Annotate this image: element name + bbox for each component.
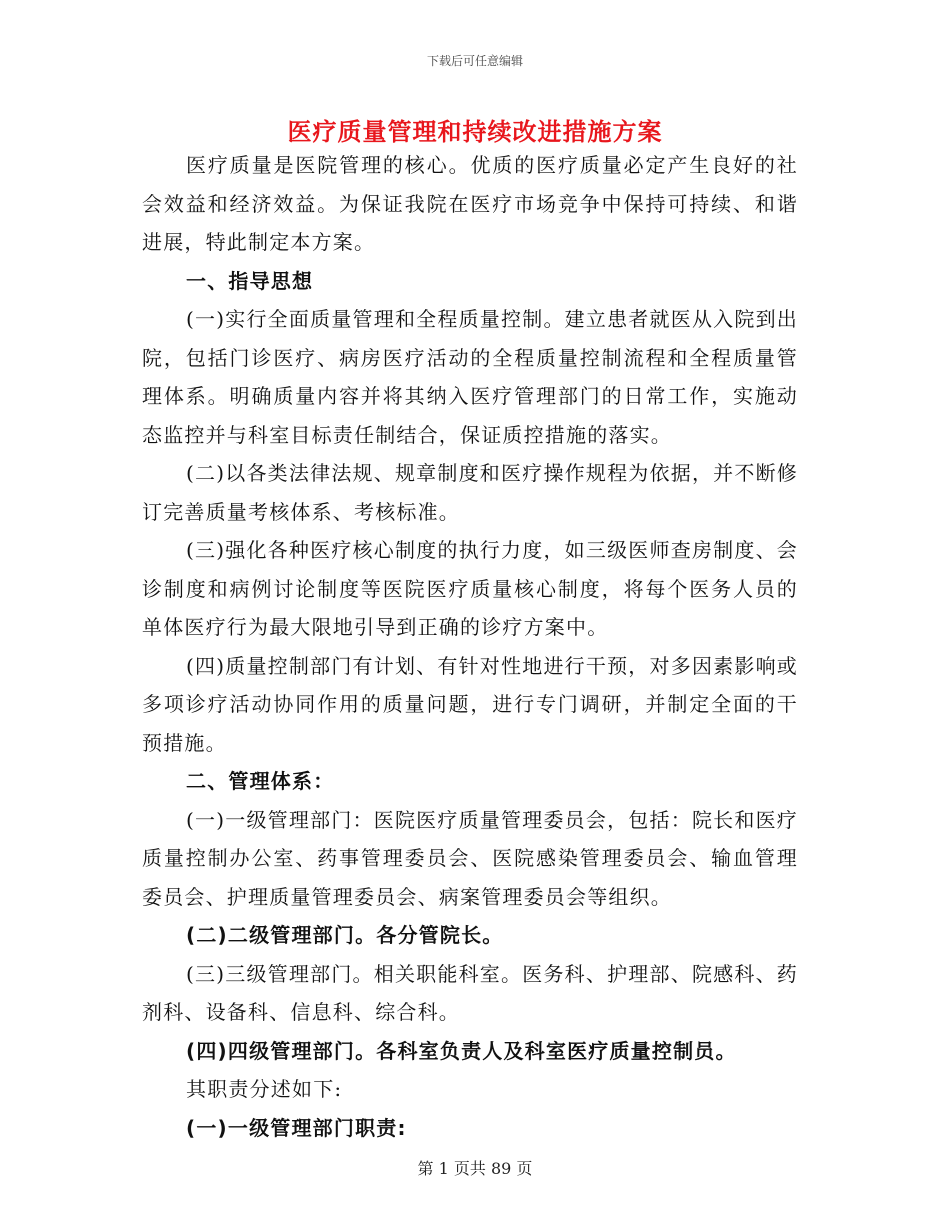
paragraph-duties-intro: 其职责分述如下: bbox=[186, 1077, 343, 1101]
header-note: 下载后可任意编辑 bbox=[426, 54, 523, 68]
document-title: 医疗质量管理和持续改进措施方案 bbox=[287, 118, 663, 146]
section-heading-guiding-ideology: 一、指导思想 bbox=[186, 268, 314, 293]
paragraph-level-3: (三)三级管理部门。相关职能科室。医务科、护理部、院感科、药剂科、设备科、信息科、综合科。 bbox=[142, 961, 798, 1024]
paragraph-item-2: (二)以各类法律法规、规章制度和医疗操作规程为依据，并不断修订完善质量考核体系、考核标准。 bbox=[142, 461, 798, 524]
intro-paragraph: 医疗质量是医院管理的核心。优质的医疗质量必定产生良好的社会效益和经济效益。为保证我院在医疗市场竞争中保持可持续、和谐进展，特此制定本方案。 bbox=[142, 153, 798, 254]
paragraph-level-1: (一)一级管理部门：医院医疗质量管理委员会，包括：院长和医疗质量控制办公室、药事管理委员会、医院感染管理委员会、输血管理委员会、护理质量管理委员会、病案管理委员会等组织。 bbox=[142, 807, 798, 909]
paragraph-level-2: (二)二级管理部门。各分管院长。 bbox=[186, 923, 504, 947]
paragraph-item-1: (一)实行全面质量管理和全程质量控制。建立患者就医从入院到出院，包括门诊医疗、病房医疗活动的全程质量控制流程和全程质量管理体系。明确质量内容并将其纳入医疗管理部门的日常工作，实施动态监控并与科室目标责任制结合，保证质控措施的落实。 bbox=[142, 307, 798, 447]
paragraph-level-4: (四)四级管理部门。各科室负责人及科室医疗质量控制员。 bbox=[186, 1038, 737, 1063]
page-number-footer: 第 1 页共 89 页 bbox=[417, 1159, 533, 1178]
section-heading-management-system: 二、管理体系： bbox=[186, 769, 335, 793]
subheading-level-1-duties: (一)一级管理部门职责: bbox=[186, 1115, 407, 1140]
paragraph-item-4: (四)质量控制部门有计划、有针对性地进行干预，对多因素影响或多项诊疗活动协同作用的质量问题，进行专门调研，并制定全面的干预措施。 bbox=[142, 653, 798, 755]
paragraph-item-3: (三)强化各种医疗核心制度的执行力度，如三级医师查房制度、会诊制度和病例讨论制度等医院医疗质量核心制度，将每个医务人员的单体医疗行为最大限地引导到正确的诊疗方案中。 bbox=[142, 538, 798, 639]
document-body bbox=[142, 146, 798, 1147]
